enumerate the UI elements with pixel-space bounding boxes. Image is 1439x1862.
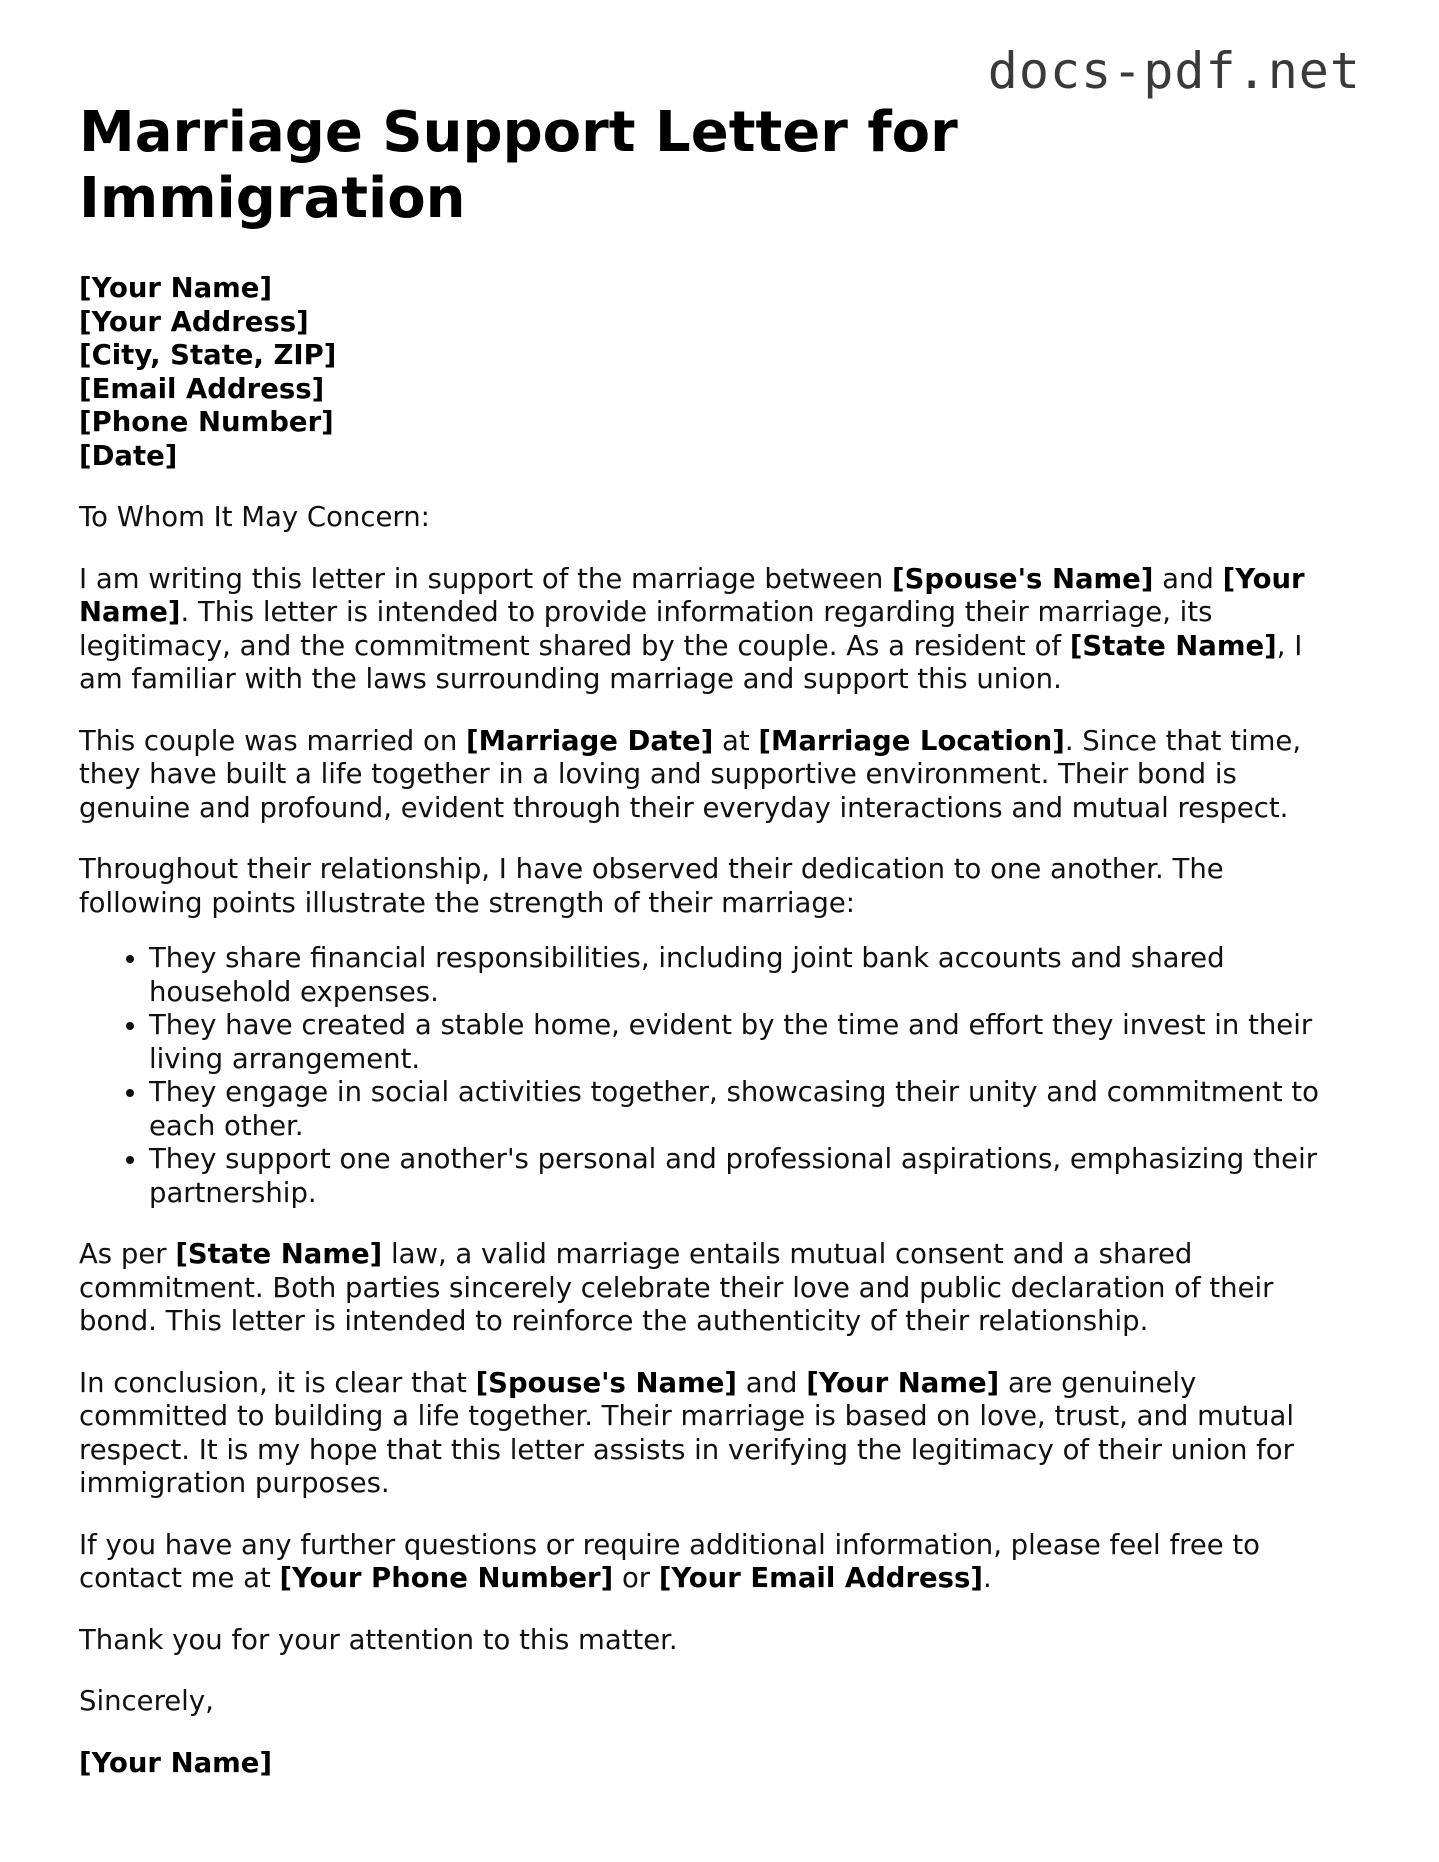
sender-date: [Date] [79,439,178,472]
placeholder-your-name: [Your Name] [806,1366,1000,1399]
page-title: Marriage Support Letter for Immigration [79,100,958,231]
sender-address: [Your Address] [79,305,309,338]
points-list [79,942,1349,1210]
placeholder-marriage-date: [Marriage Date] [466,724,714,757]
watermark: docs-pdf.net [987,42,1361,100]
list-item: • They share financial responsibilities, including joint bank accounts and shared household expenses. [149,942,1349,1009]
signature-name: [Your Name] [79,1746,273,1779]
letter-page [79,100,1349,1780]
paragraph-observations: Throughout their relationship, I have observed their dedication to one another. The following points illustrate the strength of their marriage: [79,853,1224,919]
paragraph-contact: If you have any further questions or require additional information, please feel free to contact me at [Your Phone Number] or [Your Email Address]. [79,1528,1261,1594]
placeholder-phone-number: [Your Phone Number] [279,1562,614,1594]
salutation: To Whom It May Concern: [79,501,430,533]
list-item: • They engage in social activities together, showcasing their unity and commitment to each other. [149,1076,1349,1143]
closing: Sincerely, [79,1685,214,1717]
placeholder-spouse-name: [Spouse's Name] [892,562,1154,595]
sender-block [79,272,1349,473]
placeholder-state-name: [State Name] [1069,629,1277,662]
sender-email: [Email Address] [79,372,325,405]
sender-phone: [Phone Number] [79,406,334,438]
paragraph-marriage-details: This couple was married on [Marriage Date] at [Marriage Location]. Since that time, they have built a life together in a loving and supportive environment. Their bond is genuine and profound, evident through their everyday interactions and mutual respect. [79,724,1302,824]
paragraph-intro: I am writing this letter in support of the marriage between [Spouse's Name] and [Your Name]. This letter is intended to provide information regarding their marriage, its legitimacy, and the commitment shared by the couple. As a resident of [State Name], I am familiar with the laws surrounding marriage and support this union. [79,562,1305,695]
sender-city-state-zip: [City, State, ZIP] [79,339,337,371]
placeholder-your-name: [Your Name] [79,562,1305,628]
list-item: • They have created a stable home, evident by the time and effort they invest in their living arrangement. [149,1009,1349,1076]
paragraph-conclusion: In conclusion, it is clear that [Spouse's Name] and [Your Name] are genuinely committed to building a life together. Their marriage is based on love, trust, and mutual respect. It is my hope that this letter assists in verifying the legitimacy of their union for immigration purposes. [79,1366,1294,1499]
placeholder-spouse-name: [Spouse's Name] [475,1366,737,1399]
placeholder-email-address: [Your Email Address] [658,1562,983,1594]
paragraph-thanks: Thank you for your attention to this matter. [79,1623,678,1656]
placeholder-state-name: [State Name] [175,1238,383,1270]
list-item: • They support one another's personal and professional aspirations, emphasizing their partnership. [149,1143,1349,1210]
paragraph-state-law: As per [State Name] law, a valid marriage entails mutual consent and a shared commitment. Both parties sincerely celebrate their love and public declaration of their bond. This letter is intended to reinforce the authenticity of their relationship. [79,1238,1274,1337]
placeholder-marriage-location: [Marriage Location] [758,724,1065,757]
sender-name: [Your Name] [79,272,273,304]
